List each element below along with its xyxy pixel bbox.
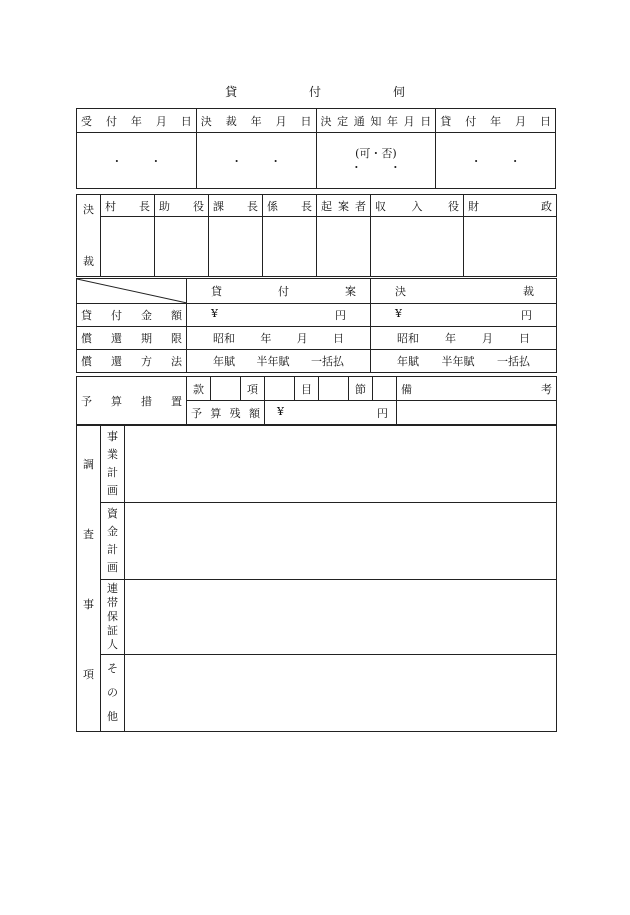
receipt-section — [76, 108, 556, 189]
seal-finance[interactable] — [464, 217, 557, 277]
guarantor-field[interactable] — [125, 580, 557, 655]
decision-term-field[interactable]: 昭和 年 月 日 — [371, 327, 557, 350]
header-finance: 財 政 — [468, 199, 552, 213]
approval-label-bottom: 裁 — [83, 255, 94, 268]
survey-label: 調 査 事 項 — [83, 458, 94, 681]
row-label-term: 償 還 期 限 — [81, 332, 182, 345]
fund-plan-field[interactable] — [125, 503, 557, 580]
title-char: 貸 — [225, 85, 238, 99]
approval-mark: (可・否) — [355, 146, 397, 160]
notice-date-field[interactable]: (可・否) ・ ・ — [316, 133, 436, 189]
row-label-method: 償 還 方 法 — [81, 355, 182, 368]
moku-label: 目 — [295, 377, 319, 401]
page-title — [0, 83, 630, 100]
survey-item-fund-plan: 資 金 計 画 — [107, 507, 118, 574]
seal-mayor[interactable] — [101, 217, 155, 277]
seal-deputy[interactable] — [155, 217, 209, 277]
header-decision-date: 決 裁 年 月 日 — [200, 114, 312, 128]
other-field[interactable] — [125, 655, 557, 732]
kan-label: 款 — [187, 377, 211, 401]
remarks-field[interactable] — [397, 401, 557, 425]
budget-section — [76, 376, 556, 425]
seal-subsection-chief[interactable] — [263, 217, 317, 277]
setsu-field[interactable] — [373, 377, 397, 401]
diagonal-line — [77, 279, 187, 303]
balance-label: 予 算 残 額 — [191, 406, 260, 420]
header-notice-date: 決 定 通 知 年 月 日 — [320, 114, 432, 128]
decision-method-field[interactable]: 年賦 半年賦 一括払 — [371, 350, 557, 373]
kan-field[interactable] — [211, 377, 241, 401]
receipt-date-field[interactable]: ・ ・ — [77, 133, 197, 189]
header-loan-date: 貸 付 年 月 日 — [440, 114, 551, 128]
approval-section — [76, 194, 556, 277]
seal-drafter[interactable] — [317, 217, 371, 277]
header-subsection-chief: 係 長 — [267, 199, 312, 213]
title-char: 伺 — [392, 85, 405, 99]
row-label-amount: 貸 付 金 額 — [81, 309, 182, 322]
kou-label: 項 — [241, 377, 265, 401]
setsu-label: 節 — [349, 377, 373, 401]
col-decision-header: 決 裁 — [395, 285, 534, 298]
survey-item-guarantor: 連 帯 保 証 人 — [107, 582, 118, 651]
survey-section — [76, 425, 556, 732]
moku-field[interactable] — [319, 377, 349, 401]
decision-date-field[interactable]: ・ ・ — [196, 133, 316, 189]
plan-amount-field[interactable]: ¥ 円 — [187, 304, 371, 327]
header-section-chief: 課 長 — [213, 199, 258, 213]
plan-term-field[interactable]: 昭和 年 月 日 — [187, 327, 371, 350]
header-treasurer: 収 入 役 — [375, 199, 459, 213]
header-deputy: 助 役 — [159, 199, 204, 213]
seal-treasurer[interactable] — [371, 217, 464, 277]
header-mayor: 村 長 — [105, 199, 150, 213]
seal-section-chief[interactable] — [209, 217, 263, 277]
diagonal-cell — [77, 279, 187, 304]
approval-label-top: 決 — [83, 203, 94, 216]
balance-field[interactable]: ¥ 円 — [265, 401, 397, 425]
plan-method-field[interactable]: 年賦 半年賦 一括払 — [187, 350, 371, 373]
header-drafter: 起 案 者 — [321, 199, 366, 213]
loan-date-field[interactable]: ・ ・ — [436, 133, 556, 189]
title-char: 付 — [308, 85, 321, 99]
budget-label: 予 算 措 置 — [81, 394, 182, 408]
header-receipt-date: 受 付 年 月 日 — [81, 114, 192, 128]
survey-item-business-plan: 事 業 計 画 — [107, 430, 118, 497]
business-plan-field[interactable] — [125, 426, 557, 503]
remarks-header: 備 考 — [401, 382, 552, 396]
loan-section — [76, 278, 556, 373]
decision-amount-field[interactable]: ¥ 円 — [371, 304, 557, 327]
survey-item-other: そ の 他 — [107, 662, 118, 723]
kou-field[interactable] — [265, 377, 295, 401]
col-plan-header: 貸 付 案 — [211, 285, 356, 298]
